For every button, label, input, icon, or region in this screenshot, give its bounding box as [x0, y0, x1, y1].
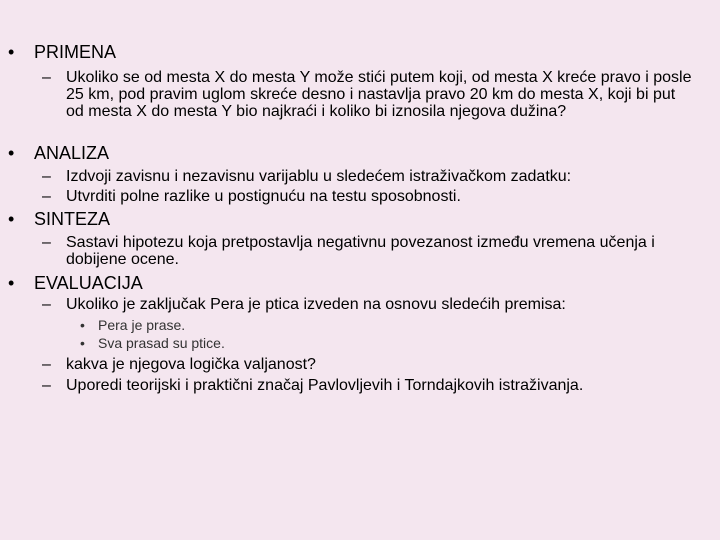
list-item — [42, 188, 692, 205]
list-item — [42, 356, 692, 373]
section-heading-sinteza — [8, 209, 110, 229]
bullet-icon: • — [80, 335, 85, 351]
item-text: kakva je njegova logička valjanost? — [66, 356, 316, 373]
section-heading-primena — [8, 42, 116, 62]
premise-text: Pera je prase. — [98, 317, 186, 333]
dash-icon: – — [42, 188, 51, 205]
bullet-icon: • — [8, 209, 15, 229]
list-item — [42, 69, 692, 120]
dash-icon: – — [42, 296, 51, 313]
heading-text: ANALIZA — [34, 143, 110, 163]
section-heading-analiza — [8, 143, 109, 163]
premise-item — [80, 317, 185, 333]
list-item — [42, 296, 692, 313]
item-text: Utvrditi polne razlike u postignuću na testu sposobnosti. — [66, 188, 461, 205]
list-item — [42, 168, 692, 185]
item-text — [66, 296, 692, 313]
dash-icon: – — [42, 168, 51, 185]
item-text-before: Ukoliko je zaključak — [66, 296, 211, 313]
emphasis-text: Pera je ptica — [210, 296, 299, 313]
bullet-icon: • — [8, 42, 15, 62]
item-text: Ukoliko se od mesta X do mesta Y može stići putem koji, od mesta X kreće pravo i posle 25 km, pod pravim uglom skreće desno i nastavlja pravo 20 km do mesta X, koji bi put od mesta X do mesta Y bio najkraći i koliko bi iznosila njegova dužina? — [66, 69, 692, 120]
section-heading-evaluacija — [8, 273, 143, 293]
dash-icon: – — [42, 356, 51, 373]
premise-text: Sva prasad su ptice. — [98, 335, 225, 351]
item-text-after: izveden na osnovu sledećih premisa: — [299, 296, 566, 313]
premise-item — [80, 335, 225, 351]
heading-text: EVALUACIJA — [34, 273, 143, 293]
bullet-icon: • — [8, 143, 15, 163]
dash-icon: – — [42, 69, 51, 86]
dash-icon: – — [42, 377, 51, 394]
bullet-icon: • — [8, 273, 15, 293]
bullet-icon: • — [80, 317, 85, 333]
list-item — [42, 234, 692, 268]
item-text: Uporedi teorijski i praktični značaj Pavlovljevih i Torndajkovih istraživanja. — [66, 377, 584, 394]
heading-text: SINTEZA — [34, 209, 111, 229]
heading-text: PRIMENA — [34, 42, 117, 62]
dash-icon: – — [42, 234, 51, 251]
list-item — [42, 377, 692, 394]
item-text: Sastavi hipotezu koja pretpostavlja negativnu povezanost između vremena učenja i dobijene ocene. — [66, 234, 655, 268]
item-text: Izdvoji zavisnu i nezavisnu varijablu u sledećem istraživačkom zadatku: — [66, 168, 572, 185]
